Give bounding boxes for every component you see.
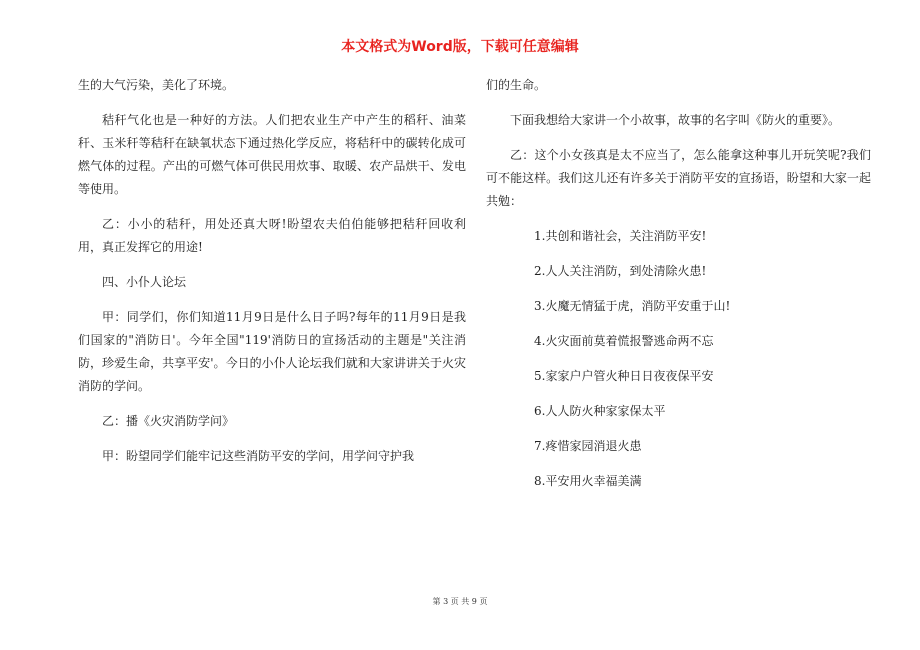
paragraph: 秸秆气化也是一种好的方法。人们把农业生产中产生的稻秆、油菜秆、玉米秆等秸秆在缺氧状态下通过热化学反应，将秸秆中的碳转化成可燃气体的过程。产出的可燃气体可供民用炊事、取暖、农产品烘干、发电等使用。 [78, 113, 466, 196]
slogan-item: 2.人人关注消防，到处清除火患! [534, 264, 707, 278]
right-column [486, 74, 871, 493]
paragraph: 乙：播《火灾消防学问》 [102, 414, 235, 428]
slogan-item: 3.火魔无情猛于虎，消防平安重于山! [534, 299, 731, 313]
slogan-item: 5.家家户户管火种日日夜夜保平安 [534, 369, 714, 383]
paragraph: 甲：同学们，你们知道11月9日是什么日子吗?每年的11月9日是我们国家的"消防日'。今年全国"119'消防日的宣扬活动的主题是"关注消防，珍爱生命，共享平安'。今日的小仆人论坛我们就和大家讲讲关于火灾消防的学问。 [78, 310, 466, 393]
slogan-item: 8.平安用火幸福美满 [534, 474, 642, 488]
left-column [78, 74, 466, 468]
paragraph: 们的生命。 [486, 78, 547, 92]
slogan-item: 7.疼惜家园消退火患 [534, 439, 642, 453]
paragraph: 甲：盼望同学们能牢记这些消防平安的学问，用学问守护我 [102, 449, 415, 463]
slogan-item: 1.共创和谐社会，关注消防平安! [534, 229, 707, 243]
section-heading: 四、小仆人论坛 [102, 275, 187, 289]
page-number: 第 3 页 共 9 页 [432, 597, 488, 606]
paragraph: 下面我想给大家讲一个小故事，故事的名字叫《防火的重要》。 [510, 113, 841, 127]
slogan-item: 4.火灾面前莫着慌报警逃命两不忘 [534, 334, 714, 348]
slogan-item: 6.人人防火种家家保太平 [534, 404, 666, 418]
paragraph: 生的大气污染，美化了环境。 [78, 78, 235, 92]
paragraph: 乙：小小的秸秆，用处还真大呀!盼望农夫伯伯能够把秸秆回收利用，真正发挥它的用途! [78, 217, 466, 254]
word-format-banner: 本文格式为Word版，下载可任意编辑 [341, 39, 579, 55]
paragraph: 乙：这个小女孩真是太不应当了，怎么能拿这种事儿开玩笑呢?我们可不能这样。我们这儿还有许多关于消防平安的宣扬语，盼望和大家一起共勉： [486, 148, 871, 208]
